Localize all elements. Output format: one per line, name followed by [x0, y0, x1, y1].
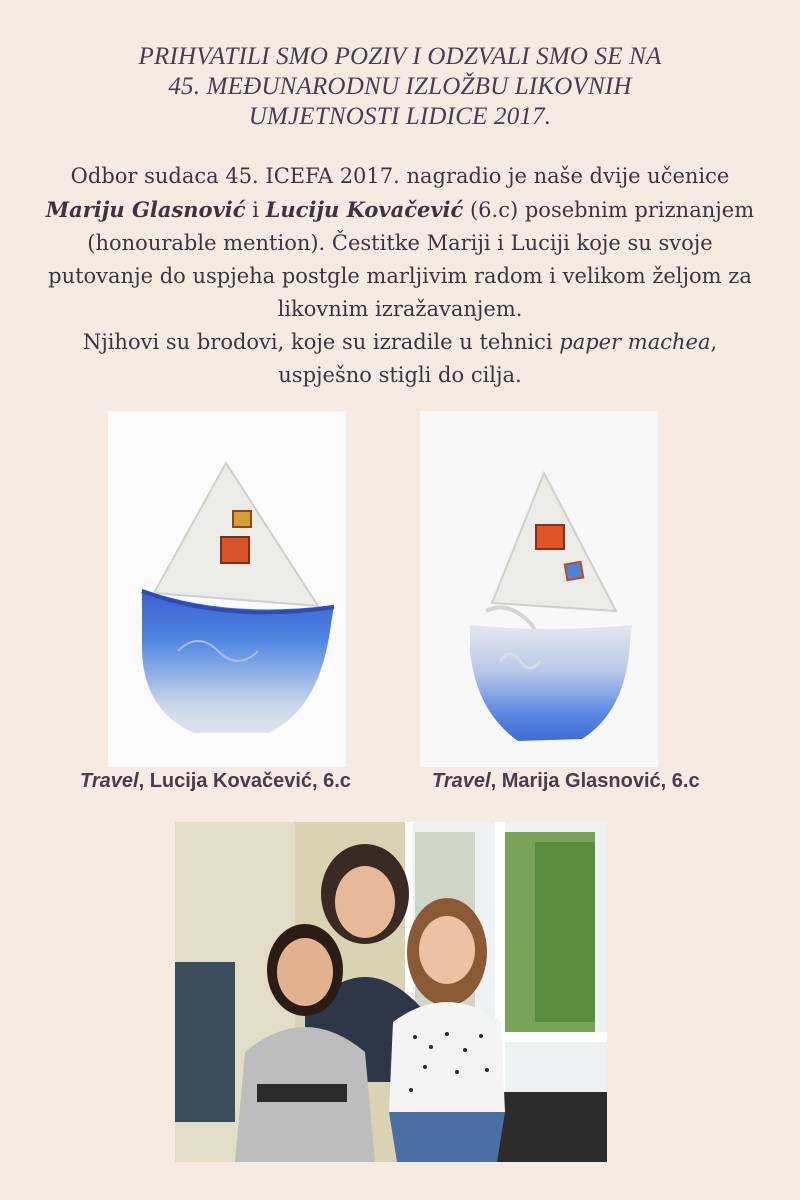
technique-name: paper machea [559, 330, 711, 354]
artwork-photo-marija [420, 411, 658, 767]
paragraph-award: Odbor sudaca 45. ICEFA 2017. nagradio je naše dvije učenice Mariju Glasnović i Luciju Kovačević (6.c) posebnim priznanjem (honourable mention). Čestitke Mariji i Luciji koje su svoje putovanje do uspjeha postgle marljivim radom i velikom željom za likovnim izražavanjem. [45, 164, 755, 321]
announcement-text [40, 160, 760, 392]
page-title [60, 42, 740, 132]
student-name-1: Mariju Glasnović [45, 197, 246, 222]
title-line-2: 45. MEĐUNARODNU IZLOŽBU LIKOVNIH [168, 73, 632, 100]
boat-artwork-image [420, 411, 658, 767]
title-line-1: PRIHVATILI SMO POZIV I ODZVALI SMO SE NA [138, 43, 662, 70]
paragraph-technique: Njihovi su brodovi, koje su izradile u tehnici paper machea, uspješno stigli do cilja. [82, 330, 718, 387]
artwork-title: Travel [80, 770, 139, 792]
caption-marija [432, 770, 700, 793]
group-photo [175, 822, 607, 1162]
teacher-and-students-image [175, 822, 607, 1162]
student-name-2: Luciju Kovačević [265, 197, 464, 222]
caption-lucija [80, 770, 351, 793]
artist-credit: , Lucija Kovačević, 6.c [138, 770, 351, 792]
artist-credit: , Marija Glasnović, 6.c [490, 770, 700, 792]
artwork-title: Travel [432, 770, 491, 792]
artwork-photo-lucija [108, 411, 346, 767]
title-line-3: UMJETNOSTI LIDICE 2017. [248, 103, 552, 130]
boat-artwork-image [108, 411, 346, 767]
